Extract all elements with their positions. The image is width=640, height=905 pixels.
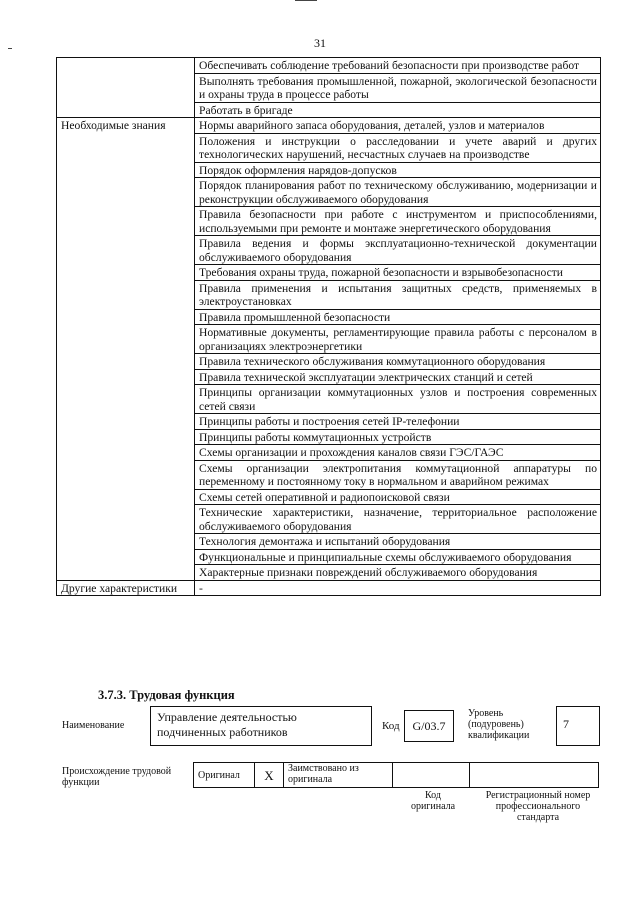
name-label: Наименование xyxy=(62,720,125,731)
row-item: Схемы организации и прохождения каналов связи ГЭС/ГАЭС xyxy=(195,445,601,461)
borrowed-cell xyxy=(284,763,393,788)
table-row xyxy=(57,58,601,74)
row-item: Порядок оформления нарядов-допусков xyxy=(195,162,601,178)
code-original-cell xyxy=(393,763,470,788)
level-value-box xyxy=(556,706,600,746)
row-item: Принципы организации коммутационных узлов и построения современных сетей связи xyxy=(195,385,601,414)
row-item: Технология демонтажа и испытаний оборудования xyxy=(195,534,601,550)
row-item: Правила технической эксплуатации электрических станций и сетей xyxy=(195,369,601,385)
row-item: Работать в бригаде xyxy=(195,102,601,118)
code-original-caption: Код оригинала xyxy=(410,790,456,812)
row-item: Схемы организации электропитания коммутационной аппаратуры по переменному и постоянному току в нормальном и аварийном режимах xyxy=(195,460,601,489)
level-value: 7 xyxy=(563,717,569,731)
reg-number-cell xyxy=(470,763,599,788)
row-item: Требования охраны труда, пожарной безопасности и взрывобезопасности xyxy=(195,265,601,281)
code-label: Код xyxy=(382,720,400,732)
original-label: Оригинал xyxy=(198,769,240,781)
row-category xyxy=(57,58,195,118)
row-item: Правила промышленной безопасности xyxy=(195,309,601,325)
table-row xyxy=(57,118,601,134)
row-item: Порядок планирования работ по техническому обслуживанию, модернизации и реконструкции обслуживаемого оборудования xyxy=(195,178,601,207)
row-item: Правила ведения и формы эксплуатационно-технической документации обслуживаемого оборудования xyxy=(195,236,601,265)
row-item: Технические характеристики, назначение, территориальное расположение обслуживаемого оборудования xyxy=(195,505,601,534)
row-item: Характерные признаки повреждений обслуживаемого оборудования xyxy=(195,565,601,581)
skills-knowledge-table xyxy=(56,57,601,596)
row-item: Правила безопасности при работе с инструментом и приспособлениями, используемыми при ремонте и монтаже энергетического оборудования xyxy=(195,207,601,236)
row-item: Правила применения и испытания защитных средств, применяемых в электроустановках xyxy=(195,280,601,309)
code-value-box xyxy=(404,710,454,742)
page-number: 31 xyxy=(314,36,326,50)
table-row xyxy=(57,580,601,596)
row-item: Функциональные и принципиальные схемы обслуживаемого оборудования xyxy=(195,549,601,565)
code-value: G/03.7 xyxy=(412,719,446,733)
row-item: Обеспечивать соблюдение требований безопасности при производстве работ xyxy=(195,58,601,74)
row-item: Принципы работы и построения сетей IP-телефонии xyxy=(195,414,601,430)
row-item: Схемы сетей оперативной и радиопоисковой связи xyxy=(195,489,601,505)
reg-number-caption: Регистрационный номер профессионального стандарта xyxy=(485,790,591,823)
row-item: Выполнять требования промышленной, пожарной, экологической безопасности и охраны труда в процессе работы xyxy=(195,73,601,102)
borrowed-label: Заимствовано из оригинала xyxy=(288,763,359,785)
origin-label: Происхождение трудовой функции xyxy=(62,766,172,788)
original-mark: X xyxy=(264,767,274,783)
row-item: Принципы работы коммутационных устройств xyxy=(195,429,601,445)
row-category: Другие характеристики xyxy=(57,580,195,596)
row-item: Нормы аварийного запаса оборудования, деталей, узлов и материалов xyxy=(195,118,601,134)
row-item: Правила технического обслуживания коммутационного оборудования xyxy=(195,354,601,370)
row-category: Необходимые знания xyxy=(57,118,195,581)
original-cell xyxy=(194,763,255,788)
original-mark-cell xyxy=(255,763,284,788)
name-value: Управление деятельностью подчиненных работников xyxy=(157,710,297,739)
level-label: Уровень (подуровень) квалификации xyxy=(468,708,530,741)
scan-artifact xyxy=(295,0,317,1)
row-item: - xyxy=(195,580,601,596)
row-item: Нормативные документы, регламентирующие правила работы с персоналом в организациях электроэнергетики xyxy=(195,325,601,354)
section-title: 3.7.3. Трудовая функция xyxy=(98,688,235,702)
name-value-box xyxy=(150,706,372,746)
origin-table xyxy=(193,762,599,788)
row-item: Положения и инструкции о расследовании и учете аварий и других технологических нарушений, несчастных случаев на производстве xyxy=(195,133,601,162)
